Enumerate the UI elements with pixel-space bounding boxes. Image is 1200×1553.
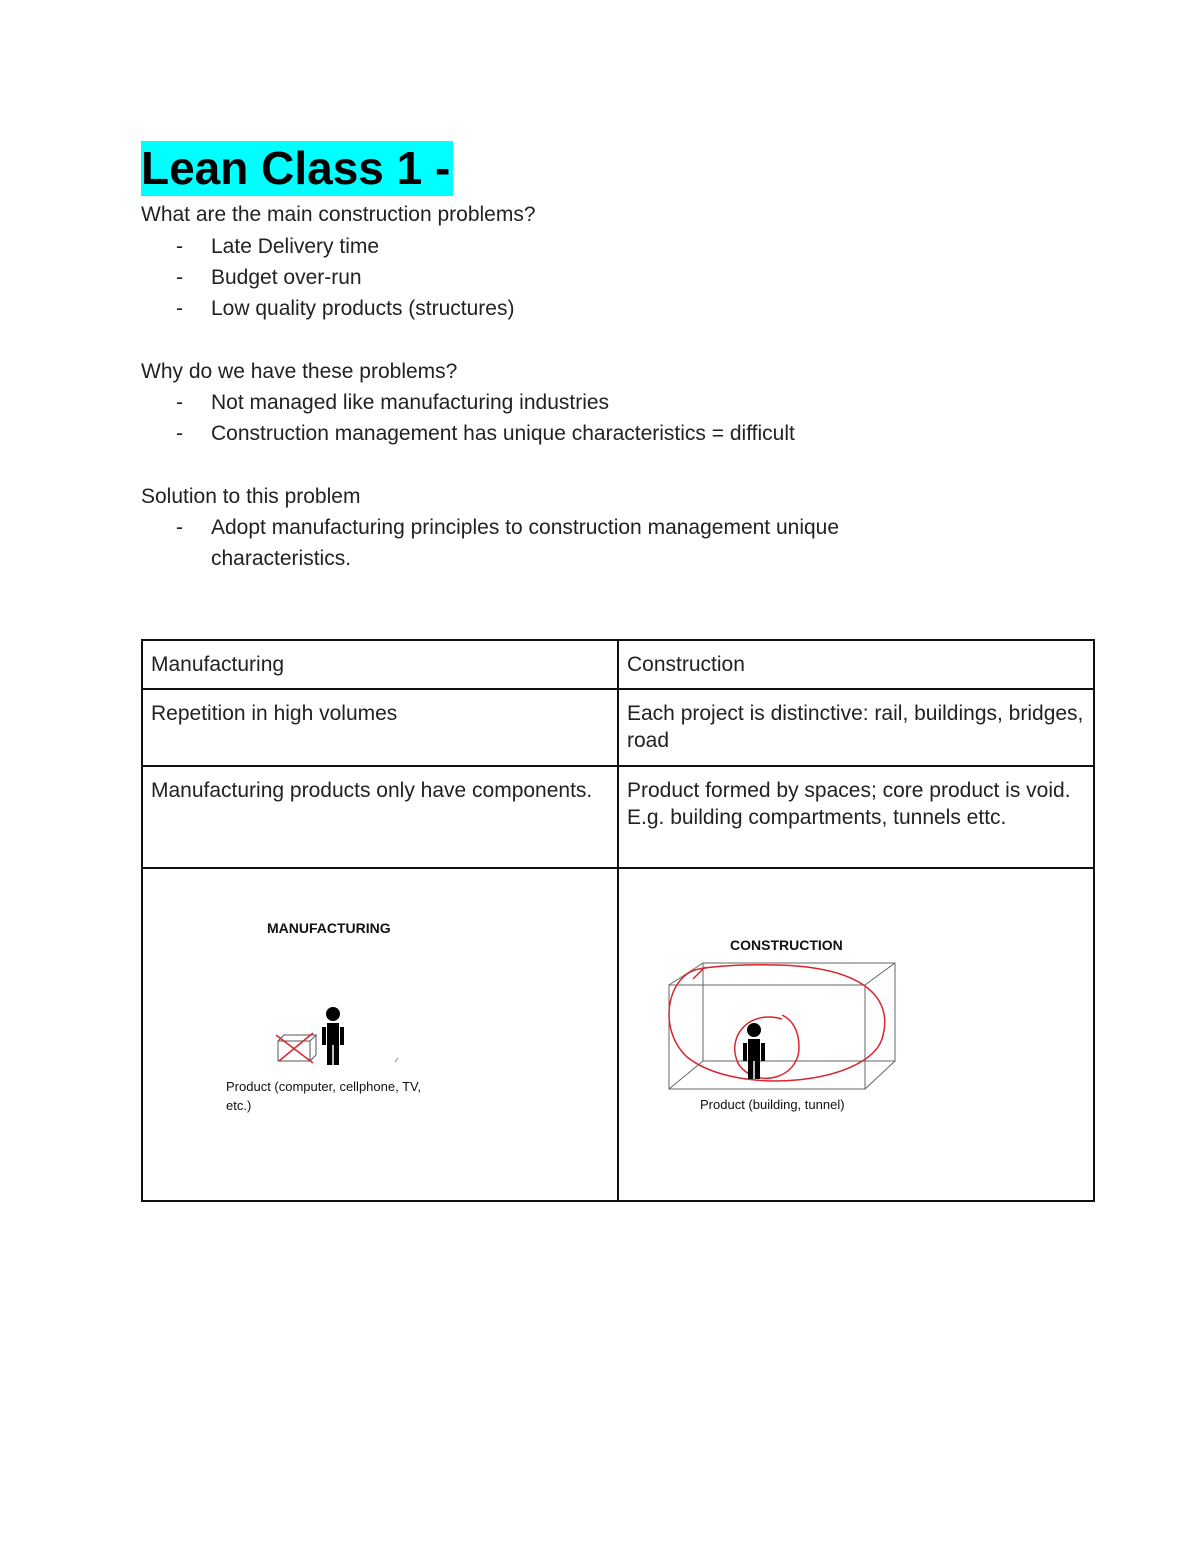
table-cell [618,766,1094,868]
diagram-heading: MANUFACTURING [267,920,391,936]
diagram-caption: Product (computer, cellphone, TV, [226,1079,422,1094]
diagram-caption: etc.) [226,1098,252,1113]
question-why-problems: Why do we have these problems? [141,360,458,383]
document-title: Lean Class 1 - [141,141,453,196]
table-row [142,868,1094,1201]
table-row [142,766,1094,868]
list-item: - Not managed like manufacturing industries [141,387,971,418]
table-cell: Manufacturing [142,640,618,689]
person-icon [322,1007,344,1065]
causes-list [141,387,971,449]
cell-line: E.g. building compartments, tunnels ettc. [627,806,1007,829]
red-annotation-icon [669,965,885,1081]
construction-diagram-cell [618,868,1094,1201]
cell-line: Product formed by spaces; core product is void. [627,779,1071,802]
solution-list [141,512,931,574]
comparison-table [141,639,1095,1202]
question-main-problems: What are the main construction problems? [141,203,536,226]
table-row [142,640,1094,689]
building-box-icon [669,963,895,1089]
list-item: - Late Delivery time [141,231,971,262]
manufacturing-diagram-cell [142,868,618,1201]
construction-diagram [627,879,1085,1185]
pen-mark [395,1058,398,1062]
table-cell: Each project is distinctive: rail, buildings, bridges, road [618,689,1094,766]
diagram-caption: Product (building, tunnel) [700,1097,845,1112]
table-cell: Manufacturing products only have components. [142,766,618,868]
table-cell: Repetition in high volumes [142,689,618,766]
problems-list [141,231,971,324]
diagram-heading: CONSTRUCTION [730,937,843,953]
table-row [142,689,1094,766]
manufacturing-diagram [151,879,609,1185]
list-item: - Construction management has unique characteristics = difficult [141,418,971,449]
solution-heading: Solution to this problem [141,485,361,508]
list-item: - Budget over-run [141,262,971,293]
product-box-icon [276,1033,316,1063]
list-item: - Low quality products (structures) [141,293,971,324]
table-cell: Construction [618,640,1094,689]
person-icon [743,1023,765,1079]
list-item: - Adopt manufacturing principles to construction management unique characteristics. [141,512,931,574]
